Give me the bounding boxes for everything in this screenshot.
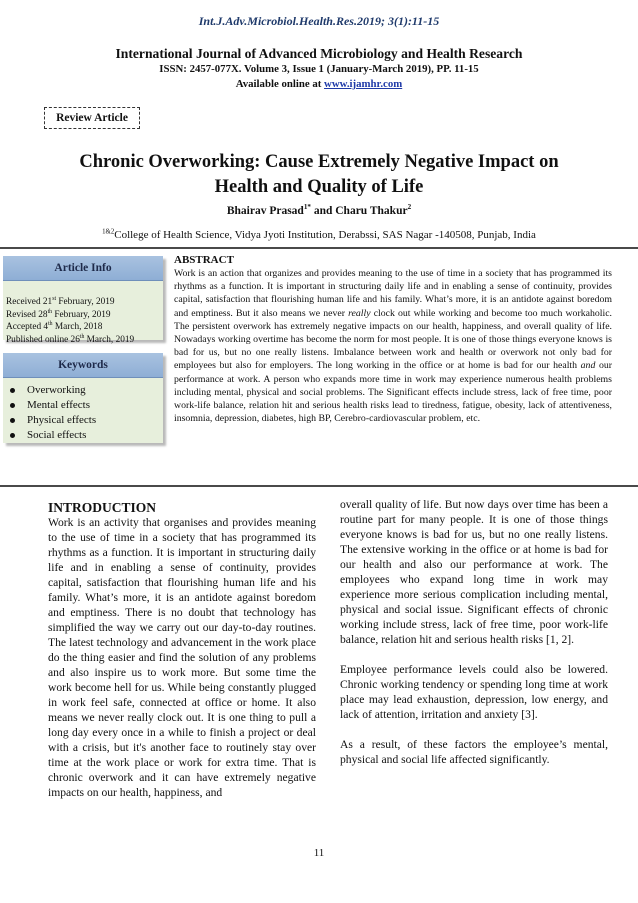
article-dates xyxy=(6,296,134,346)
article-title xyxy=(0,150,638,200)
page-number: 11 xyxy=(313,847,325,859)
intro-paragraph: Work is an activity that organises and provides meaning to the use of time in a society that has programmed its rhythms as a function. It is important in structuring daily life and in enabling a sense of continuity, provides capital, satisfaction that flourishing human life and his family. What’s more, it is an antidote against boredom and emptiness. There is no doubt that technology has simplified the way we carry out our day-to-day routines. The latest technology and advancement in the work place do the thing easier and find the solution of any problems and also inspire us to work more. But some time the work become hell for us. While being constantly plugged in work feel safe, connected at office or home. It also means we never really clock out. It is one thing to pull a long day every once in a while to finish a project or deal with a crisis, but it's another face to routinely stay over time at the work place or work for extra time. That is chronic overwork and it can have extremely negative impacts on our health, happiness, and xyxy=(48,516,316,799)
keyword-item: Overworking xyxy=(10,383,96,398)
author-connector: and xyxy=(310,205,336,217)
author-1-mark: 1* xyxy=(303,203,311,212)
keywords-list xyxy=(10,383,96,443)
author-1: Bhairav Prasad xyxy=(226,205,304,217)
issn-line: ISSN: 2457-077X. Volume 3, Issue 1 (January-March 2019), PP. 11-15 xyxy=(159,63,479,75)
availability-label: Available online at xyxy=(235,78,325,90)
intro-paragraph: As a result, of these factors the employee’s mental, physical and social life affected significantly. xyxy=(340,738,608,766)
top-divider xyxy=(0,247,638,249)
affiliation-line xyxy=(0,229,638,241)
abstract-text: Work is an action that organizes and provides meaning to the use of time in a society that has programmed its rhythms as a function. It is important in structuring daily life and in enabling a sense of continuity, provides capital, satisfaction that flourishing human life and his family. What’s more, it is an antidote against boredom and emptiness. But it also means we never really clock out while working and become too much workaholic. The persistent overwork has extremely negative impacts on our health, happiness, and overall quality of life. Nowadays working overtime has become the norm for most people. It is one of those things everyone knows is bad for us, but no one really listens. Imbalance between work and health or overwork not only bad for employees but also for employers. The long working in the office or at home is bad for our health and our performance at work. A person who expands more time in work may experience numerous health problems including mental, physical and social problems. The Significant effects include stress, lack of free time, poor work-life balance, relation hit and serious health risks lead to tiredness, fatigue, obesity, lack of attentiveness, insomnia, depression, diabetes, high BP, Cerebro-cardiovascular problem, etc. xyxy=(174,268,612,425)
bullet-icon xyxy=(10,418,15,423)
accepted-date: Accepted 4th March, 2018 xyxy=(6,320,103,332)
article-title-line-2: Health and Quality of Life xyxy=(214,177,424,197)
author-line xyxy=(0,205,638,217)
article-info-heading: Article Info xyxy=(3,256,163,281)
abstract-heading: ABSTRACT xyxy=(174,254,234,266)
keyword-item: Physical effects xyxy=(10,413,96,428)
bullet-icon xyxy=(10,388,15,393)
keyword-item: Social effects xyxy=(10,428,96,443)
availability-line xyxy=(0,78,638,90)
revised-date: Revised 28th February, 2019 xyxy=(6,308,111,320)
intro-paragraph: Employee performance levels could also be lowered. Chronic working tendency or spending long time at work place may lead exhaustion, depression, low energy, and lack of attention, irritation and anxiety [3]. xyxy=(340,663,608,721)
introduction-heading: INTRODUCTION xyxy=(48,500,157,515)
author-2: Charu Thakur xyxy=(335,205,408,217)
intro-right-column xyxy=(340,497,608,782)
keyword-item: Mental effects xyxy=(10,398,96,413)
bullet-icon xyxy=(10,403,15,408)
received-date: Received 21st February, 2019 xyxy=(6,295,115,307)
intro-left-column xyxy=(48,515,316,815)
article-title-line-1: Chronic Overworking: Cause Extremely Negative Impact on xyxy=(79,152,559,172)
running-head: Int.J.Adv.Microbiol.Health.Res.2019; 3(1):11-15 xyxy=(198,14,440,28)
intro-paragraph: overall quality of life. But now days over time has been a routine part for many people. It is one of those things everyone knows is bad for us, but no one really listens. The extensive working in the office or at home is bad for our health and also our performance at work. The employees who expand long time in work may experience more serious complication including mental, physical and social issue. Significant effects of chronic working include stress, lack of free time, poor work-life balance, relation hit and serious health risks [1, 2]. xyxy=(340,498,608,646)
published-date: Published online 26th March, 2019 xyxy=(6,333,135,345)
abstract-divider xyxy=(0,485,638,487)
article-type-badge: Review Article xyxy=(44,107,140,129)
journal-name: International Journal of Advanced Microbiology and Health Research xyxy=(115,46,523,61)
affiliation-mark: 1&2 xyxy=(102,228,115,236)
affiliation-text: College of Health Science, Vidya Jyoti Institution, Derabssi, SAS Nagar -140508, Punjab, India xyxy=(114,229,536,241)
author-2-mark: 2 xyxy=(407,203,412,212)
bullet-icon xyxy=(10,433,15,438)
keywords-heading: Keywords xyxy=(3,353,163,378)
journal-website-link[interactable]: www.ijamhr.com xyxy=(324,78,403,90)
